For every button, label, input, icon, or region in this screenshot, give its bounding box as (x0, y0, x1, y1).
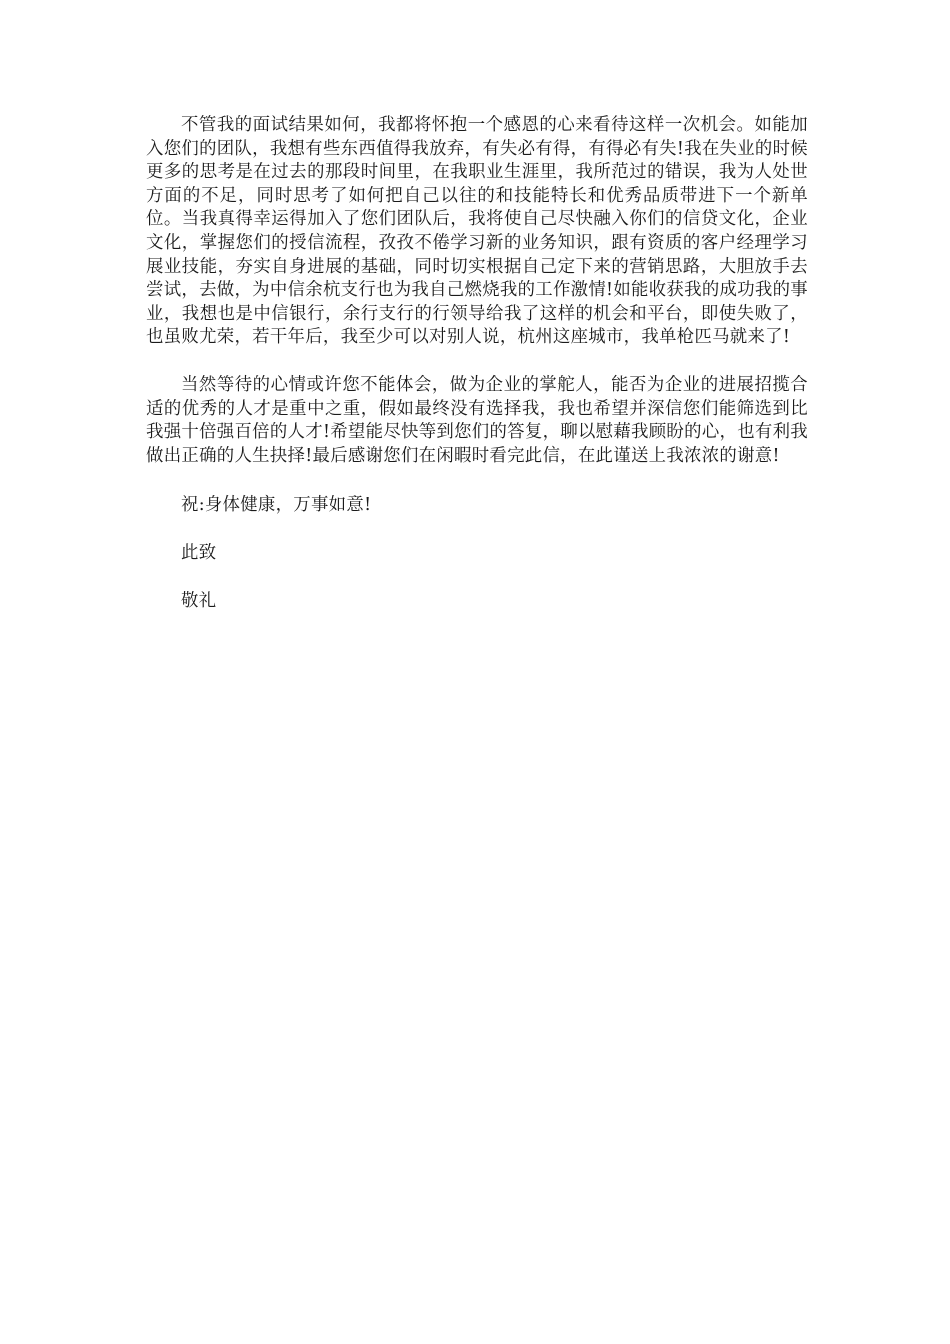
letter-paragraph-2: 当然等待的心情或许您不能体会，做为企业的掌舵人，能否为企业的进展招揽合适的优秀的人才是重中之重，假如最终没有选择我，我也希望并深信您们能筛选到比我强十倍强百倍的人才!希望能尽快等到您们的答复，聊以慰藉我顾盼的心，也有利我做出正确的人生抉择!最后感谢您们在闲暇时看完此信，在此谨送上我浓浓的谢意! (146, 374, 808, 466)
closing-regards: 敬礼 (181, 590, 217, 611)
closing-salutation: 此致 (181, 542, 217, 563)
closing-wish: 祝:身体健康，万事如意! (181, 495, 372, 516)
letter-body (146, 114, 808, 613)
letter-paragraph-1: 不管我的面试结果如何，我都将怀抱一个感恩的心来看待这样一次机会。如能加入您们的团队，我想有些东西值得我放弃，有失必有得，有得必有失!我在失业的时候更多的思考是在过去的那段时间里，在我职业生涯里，我所范过的错误，我为人处世方面的不足，同时思考了如何把自己以往的和技能特长和优秀品质带进下一个新单位。当我真得幸运得加入了您们团队后，我将使自己尽快融入你们的信贷文化，企业文化，掌握您们的授信流程，孜孜不倦学习新的业务知识，跟有资质的客户经理学习展业技能，夯实自身进展的基础，同时切实根据自己定下来的营销思路，大胆放手去尝试，去做，为中信余杭支行也为我自己燃烧我的工作激情!如能收获我的成功我的事业，我想也是中信银行，余行支行的行领导给我了这样的机会和平台，即使失败了，也虽败尤荣，若干年后，我至少可以对别人说，杭州这座城市，我单枪匹马就来了! (146, 115, 808, 348)
